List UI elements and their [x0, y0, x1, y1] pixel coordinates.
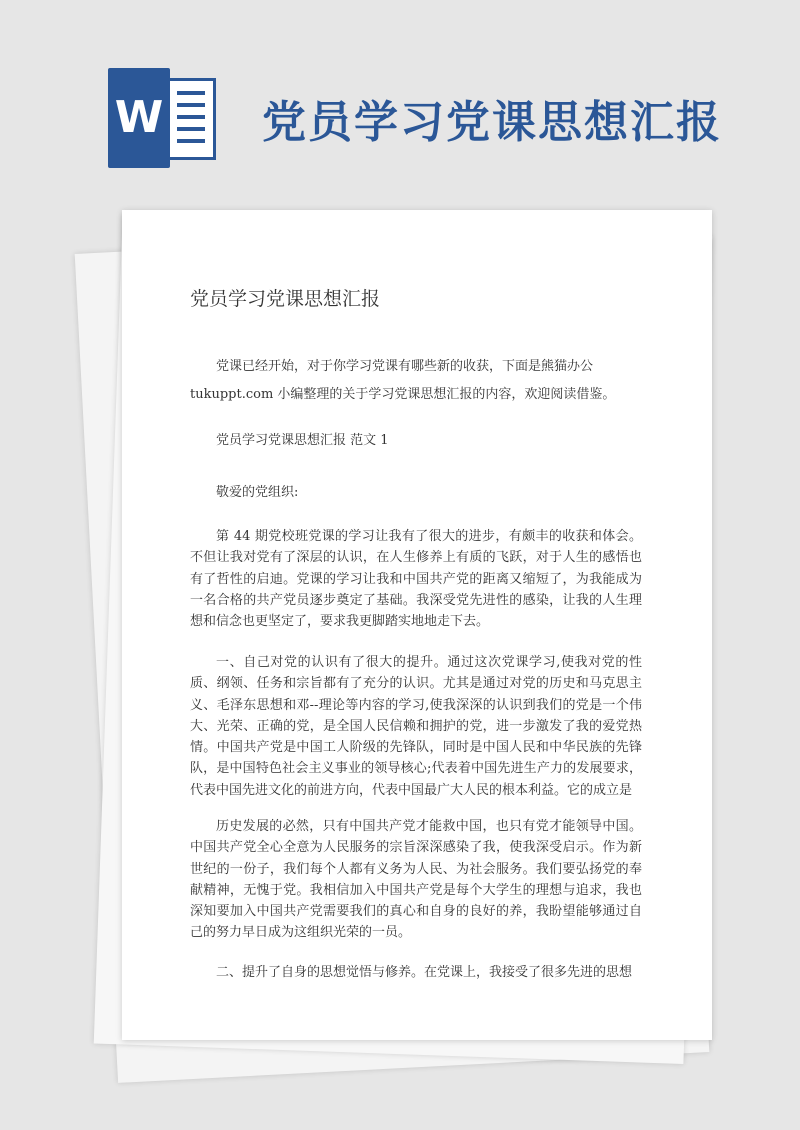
intro-line-1: 党课已经开始，对于你学习党课有哪些新的收获，下面是熊猫办公 [216, 359, 594, 374]
paragraph-1: 第 44 期党校班党课的学习让我有了很大的进步，有颇丰的收获和体会。不但让我对党有了深层的认识，在人生修养上有质的飞跃，对于人生的感悟也有了哲性的启迪。党课的学习让我和中国共产党的距离又缩短了，为我能成为一名合格的共产党员逐步奠定了基础。我深受党先进性的感染，让我的人生理想和信念也更坚定了，要求我更脚踏实地地走下去。 [190, 529, 642, 630]
sample-heading: 党员学习党课思想汇报 范文 1 [216, 433, 389, 448]
paragraph-2: 一、自己对党的认识有了很大的提升。通过这次党课学习,使我对党的性质、纲领、任务和宗旨都有了充分的认识。尤其是通过对党的历史和马克思主义、毛泽东思想和邓--理论等内容的学习,使我深深的认识到我们的党是一个伟大、光荣、正确的党，是全国人民信赖和拥护的党，进一步激发了我的爱党热情。中国共产党是中国工人阶级的先锋队，同时是中国人民和中华民族的先锋队，是中国特色社会主义事业的领导核心;代表着中国先进生产力的发展要求，代表中国先进文化的前进方向，代表中国最广大人民的根本利益。它的成立是 [190, 655, 642, 798]
intro-line-2: tukuppt.com 小编整理的关于学习党课思想汇报的内容，欢迎阅读借鉴。 [190, 387, 616, 402]
document-title: 党员学习党课思想汇报 [190, 288, 381, 310]
paragraph-3: 历史发展的必然，只有中国共产党才能救中国，也只有党才能领导中国。中国共产党全心全意为人民服务的宗旨深深感染了我，使我深受启示。作为新世纪的一份子，我们每个人都有义务为人民、为社会服务。我们要弘扬党的奉献精神，无愧于党。我相信加入中国共产党是每个大学生的理想与追求，我也深知要加入中国共产党需要我们的真心和自身的良好的养，我盼望能够通过自己的努力早日成为这组织光荣的一员。 [190, 819, 642, 941]
word-logo-icon [108, 62, 220, 174]
document-page [122, 210, 712, 1040]
header-title: 党员学习党课思想汇报 [262, 97, 722, 148]
word-logo-letter: W [114, 92, 164, 143]
word-letter-tile [108, 68, 170, 168]
salutation: 敬爱的党组织: [216, 485, 299, 500]
paragraph-4: 二、提升了自身的思想觉悟与修养。在党课上，我接受了很多先进的思想 [216, 965, 633, 980]
